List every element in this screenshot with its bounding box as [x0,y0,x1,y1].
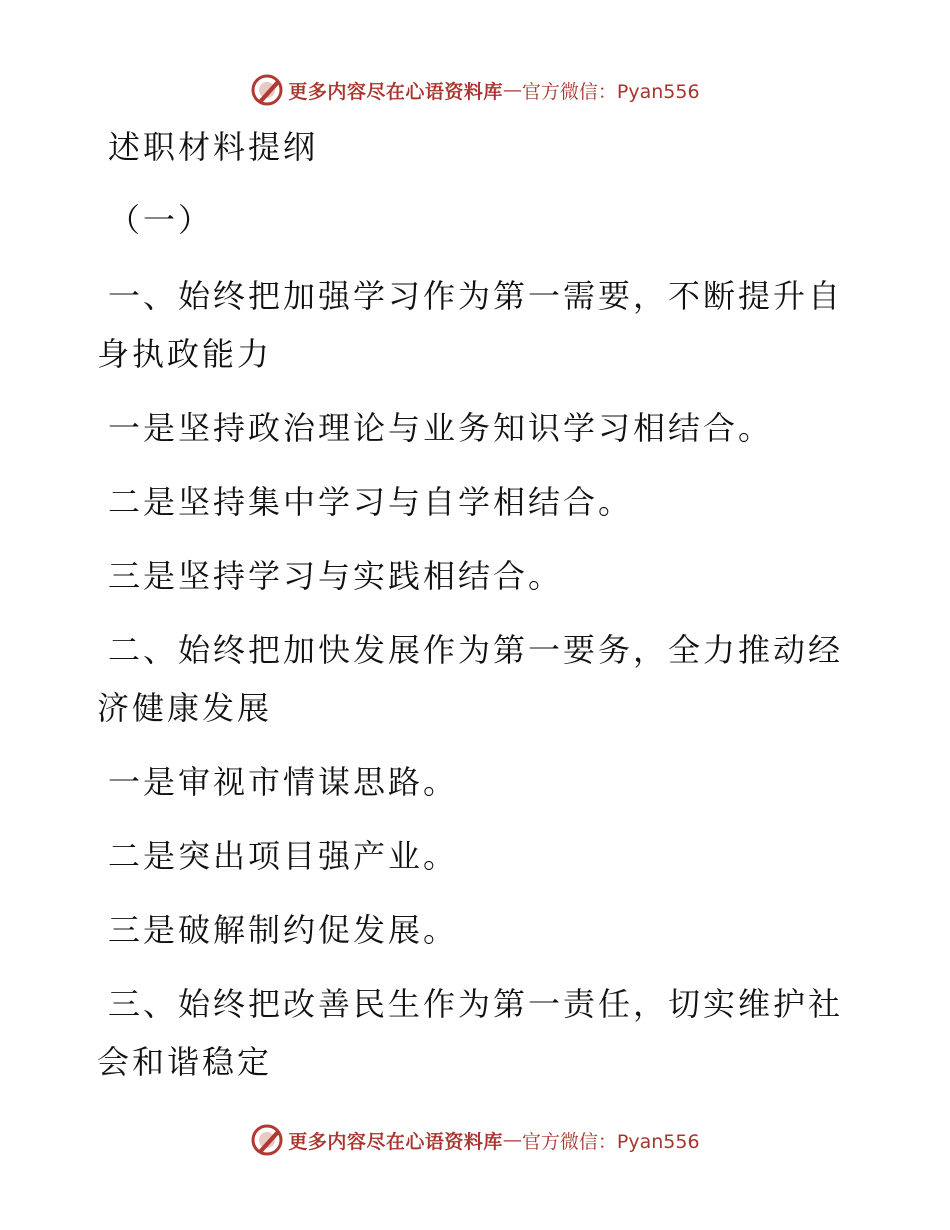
banner-wechat: 官方微信：Pyan556 [521,1130,700,1153]
heading-2-line-2: 济健康发展 [97,689,273,727]
part-label: （一） [108,201,214,239]
banner-separator: — [502,1129,522,1151]
item-2-2: 二是突出项目强产业。 [108,837,459,875]
banner-wechat: 官方微信：Pyan556 [521,80,700,103]
heading-3-line-2: 会和谐稳定 [97,1043,273,1081]
banner-separator: — [502,79,522,101]
heading-2-line-1: 二、始终把加快发展作为第一要务，全力推动经 [108,631,844,669]
banner-text: 更多内容尽在心语资料库 [288,1130,503,1153]
pen-logo-icon [250,1123,284,1157]
heading-3-line-1: 三、始终把改善民生作为第一责任，切实维护社 [108,985,844,1023]
pen-logo-icon [250,73,284,107]
footer-banner [0,1120,950,1160]
heading-1-line-2: 身执政能力 [97,335,273,373]
item-2-1: 一是审视市情谋思路。 [108,763,459,801]
header-banner [0,70,950,110]
item-2-3: 三是破解制约促发展。 [108,911,459,949]
banner-text: 更多内容尽在心语资料库 [288,80,503,103]
heading-1-line-1: 一、始终把加强学习作为第一需要，不断提升自 [108,277,844,315]
item-1-1: 一是坚持政治理论与业务知识学习相结合。 [108,409,774,447]
item-1-3: 三是坚持学习与实践相结合。 [108,557,564,595]
item-1-2: 二是坚持集中学习与自学相结合。 [108,483,634,521]
document-title: 述职材料提纲 [108,128,319,166]
